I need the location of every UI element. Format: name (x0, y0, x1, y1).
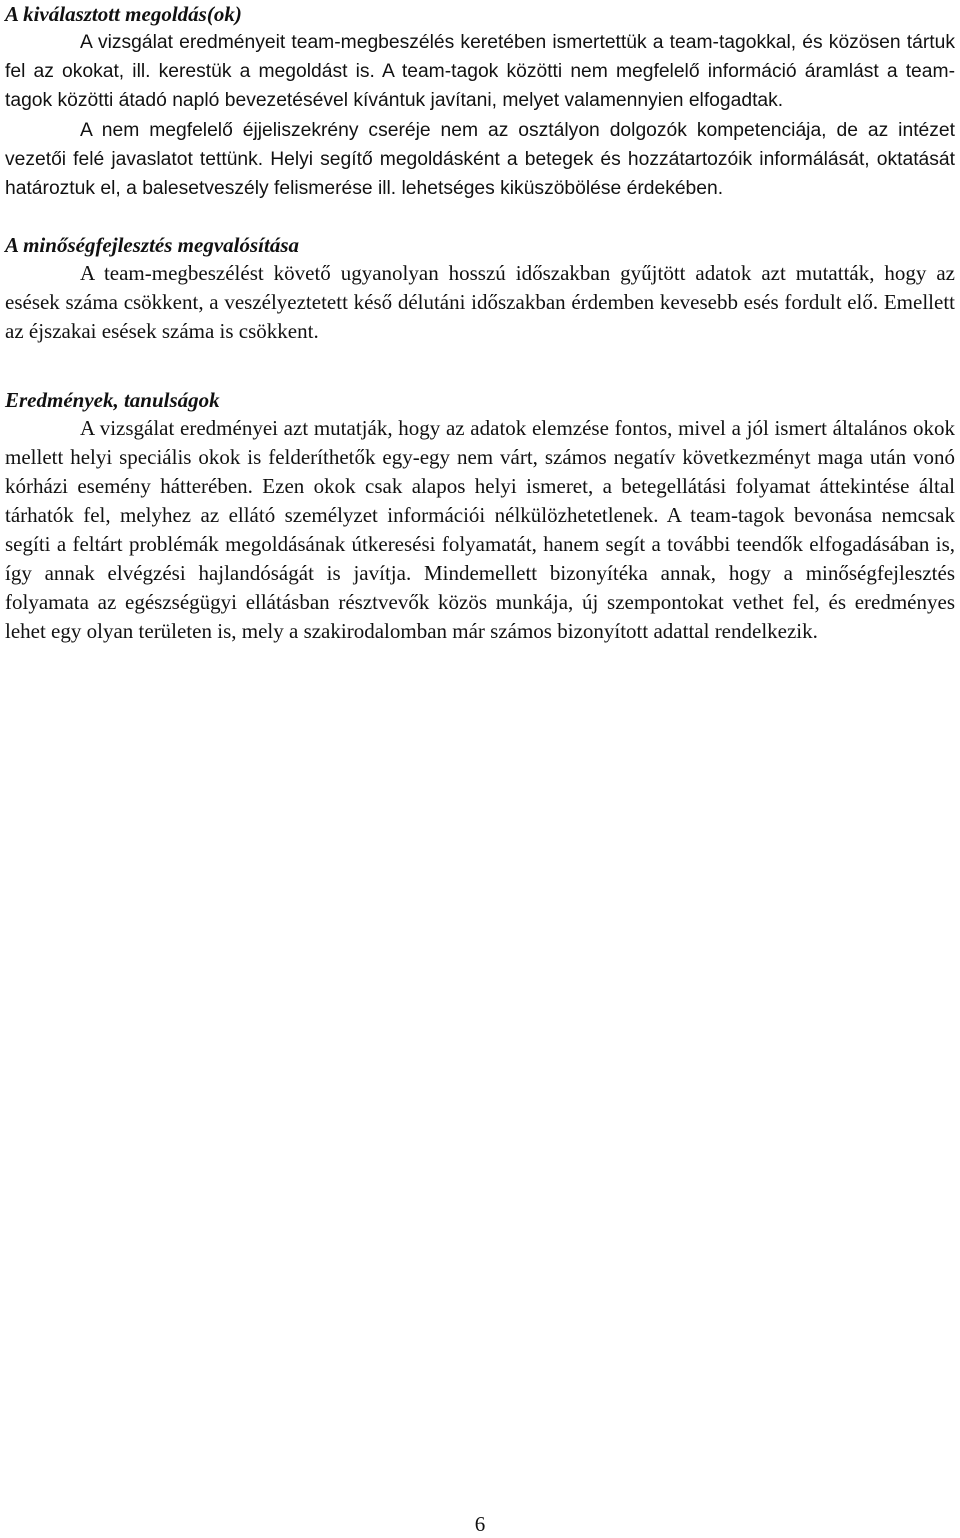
page-number: 6 (474, 1512, 486, 1536)
section-heading-solution: A kiválasztott megoldás(ok) (5, 2, 242, 26)
paragraph-results-1: A vizsgálat eredményei azt mutatják, hogy az adatok elemzése fontos, mivel a jól ismert általános okok mellett helyi speciális okok is felderíthetők egy-egy nem várt, számos negatív következményt maga után vonó kórházi esemény hátterében. Ezen okok csak alapos helyi ismeret, a betegellátási folyamat áttekintése által tárhatók fel, melyhez az ellátó személyzet információi nélkülözhetetlenek. A team-tagok bevonása nemcsak segíti a feltárt problémák megoldásának útkeresési folyamatát, hanem segít a további teendők elfogadásában is, így annak elvégzési hajlandóságát is javítja. Mindemellett bizonyítéka annak, hogy a minőségfejlesztés folyamata az egészségügyi ellátásban résztvevők közös munkája, új szempontokat vethet fel, és eredményes lehet egy olyan területen is, mely a szakirodalomban már számos bizonyított adattal rendelkezik. (5, 416, 955, 644)
paragraph-implementation-1: A team-megbeszélést követő ugyanolyan hosszú időszakban gyűjtött adatok azt mutatták, hogy az esések száma csökkent, a veszélyeztetett késő délutáni időszakban érdemben kevesebb esés fordult elő. Emellett az éjszakai esések száma is csökkent. (5, 261, 955, 344)
section-heading-results: Eredmények, tanulságok (5, 388, 220, 413)
document-page (5, 0, 955, 646)
paragraph-solution-2: A nem megfelelő éjjeliszekrény cseréje nem az osztályon dolgozók kompetenciája, de az intézet vezetői felé javaslatot tettünk. Helyi segítő megoldásként a betegek és hozzátartozóik informálását, oktatását határoztuk el, a balesetveszély felismerése ill. lehetséges kiküszöbölése érdekében. (5, 119, 955, 200)
section-heading-implementation: A minőségfejlesztés megvalósítása (5, 233, 299, 258)
paragraph-solution-1: A vizsgálat eredményeit team-megbeszélés keretében ismertettük a team-tagokkal, és közösen tártuk fel az okokat, ill. kerestük a megoldást is. A team-tagok közötti nem megfelelő információ áramlást a team-tagok közötti átadó napló bevezetésével kívántuk javítani, melyet valamennyien elfogadtak. (5, 32, 955, 112)
